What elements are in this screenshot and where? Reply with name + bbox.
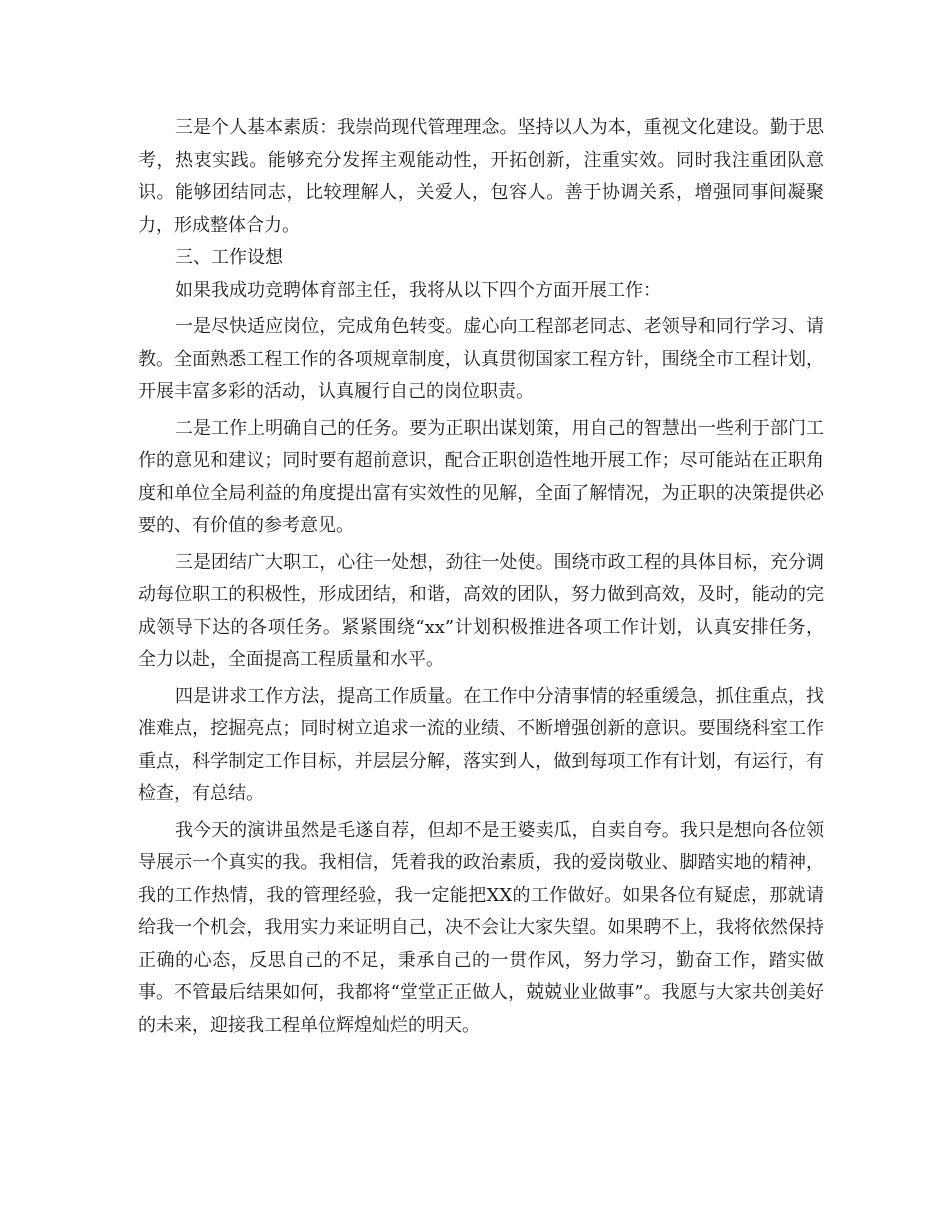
paragraph-point-three: 三是团结广大职工，心往一处想，劲往一处使。围绕市政工程的具体目标，充分调动每位职工的积极性，形成团结，和谐，高效的团队，努力做到高效，及时，能动的完成领导下达的各项任务。紧紧围绕“xx”计划积极推进各项工作计划，认真安排任务，全力以赴，全面提高工程质量和水平。 bbox=[138, 551, 824, 670]
paragraph-closing: 我今天的演讲虽然是毛遂自荐，但却不是王婆卖瓜，自卖自夸。我只是想向各位领导展示一个真实的我。我相信，凭着我的政治素质，我的爱岗敬业、脚踏实地的精神，我的工作热情，我的管理经验，我一定能把XX的工作做好。如果各位有疑虑，那就请给我一个机会，我用实力来证明自己，决不会让大家失望。如果聘不上，我将依然保持正确的心态，反思自己的不足，秉承自己的一贯作风，努力学习，勤奋工作，踏实做事。不管最后结果如何，我都将“堂堂正正做人，兢兢业业做事”。我愿与大家共创美好的未来，迎接我工程单位辉煌灿烂的明天。 bbox=[138, 819, 824, 1036]
section-heading-work-plan: 三、工作设想 bbox=[175, 247, 283, 268]
paragraph-point-two: 二是工作上明确自己的任务。要为正职出谋划策，用自己的智慧出一些利于部门工作的意见和建议；同时要有超前意识，配合正职创造性地开展工作；尽可能站在正职角度和单位全局利益的角度提出富有实效性的见解，全面了解情况，为正职的决策提供必要的、有价值的参考意见。 bbox=[138, 417, 824, 536]
paragraph-intro: 如果我成功竞聘体育部主任，我将从以下四个方面开展工作： bbox=[175, 279, 661, 301]
paragraph-personal-quality: 三是个人基本素质：我崇尚现代管理理念。坚持以人为本，重视文化建设。勤于思考，热衷实践。能够充分发挥主观能动性，开拓创新，注重实效。同时我注重团队意识。能够团结同志，比较理解人，关爱人，包容人。善于协调关系，增强同事间凝聚力，形成整体合力。 bbox=[138, 117, 824, 236]
paragraph-point-four: 四是讲求工作方法，提高工作质量。在工作中分清事情的轻重缓急，抓住重点，找准难点，挖掘亮点；同时树立追求一流的业绩、不断增强创新的意识。要围绕科室工作重点，科学制定工作目标，并层层分解，落实到人，做到每项工作有计划，有运行，有检查，有总结。 bbox=[138, 685, 824, 804]
document-body bbox=[138, 112, 824, 1042]
paragraph-point-one: 一是尽快适应岗位，完成角色转变。虚心向工程部老同志、老领导和同行学习、请教。全面熟悉工程工作的各项规章制度，认真贯彻国家工程方针，围绕全市工程计划，开展丰富多彩的活动，认真履行自己的岗位职责。 bbox=[138, 316, 824, 402]
